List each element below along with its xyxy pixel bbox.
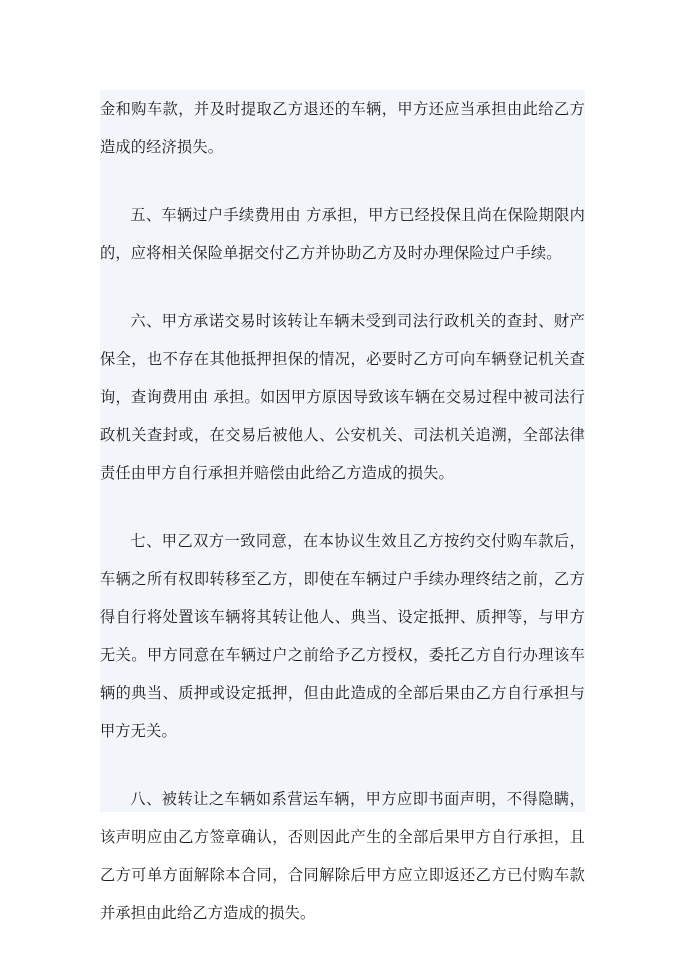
document-body [100, 90, 585, 922]
paragraph-clause-6: 六、甲方承诺交易时该转让车辆未受到司法行政机关的查封、财产保全，也不存在其他抵押担保的情况，必要时乙方可向车辆登记机关查询，查询费用由 承担。如因甲方原因导致该车辆在交易过程中被司法行政机关查封或，在交易后被他人、公安机关、司法机关追溯，全部法律责任由甲方自行承担并赔偿由此给乙方造成的损失。 [100, 312, 585, 482]
paragraph-clause-7: 七、甲乙双方一致同意，在本协议生效且乙方按约交付购车款后，车辆之所有权即转移至乙方，即使在车辆过户手续办理终结之前，乙方得自行将处置该车辆将其转让他人、典当、设定抵押、质押等，与甲方无关。甲方同意在车辆过户之前给予乙方授权，委托乙方自行办理该车辆的典当、质押或设定抵押，但由此造成的全部后果由乙方自行承担与甲方无关。 [100, 532, 585, 740]
paragraph-continuation: 金和购车款，并及时提取乙方退还的车辆，甲方还应当承担由此给乙方造成的经济损失。 [100, 100, 585, 156]
paragraph-clause-8: 八、被转让之车辆如系营运车辆，甲方应即书面声明，不得隐瞒，该声明应由乙方签章确认，否则因此产生的全部后果甲方自行承担，且乙方可单方面解除本合同，合同解除后甲方应立即返还乙方已付购车款并承担由此给乙方造成的损失。 [100, 790, 585, 922]
paragraph-clause-5: 五、车辆过户手续费用由 方承担，甲方已经投保且尚在保险期限内的，应将相关保险单据交付乙方并协助乙方及时办理保险过户手续。 [100, 206, 585, 262]
